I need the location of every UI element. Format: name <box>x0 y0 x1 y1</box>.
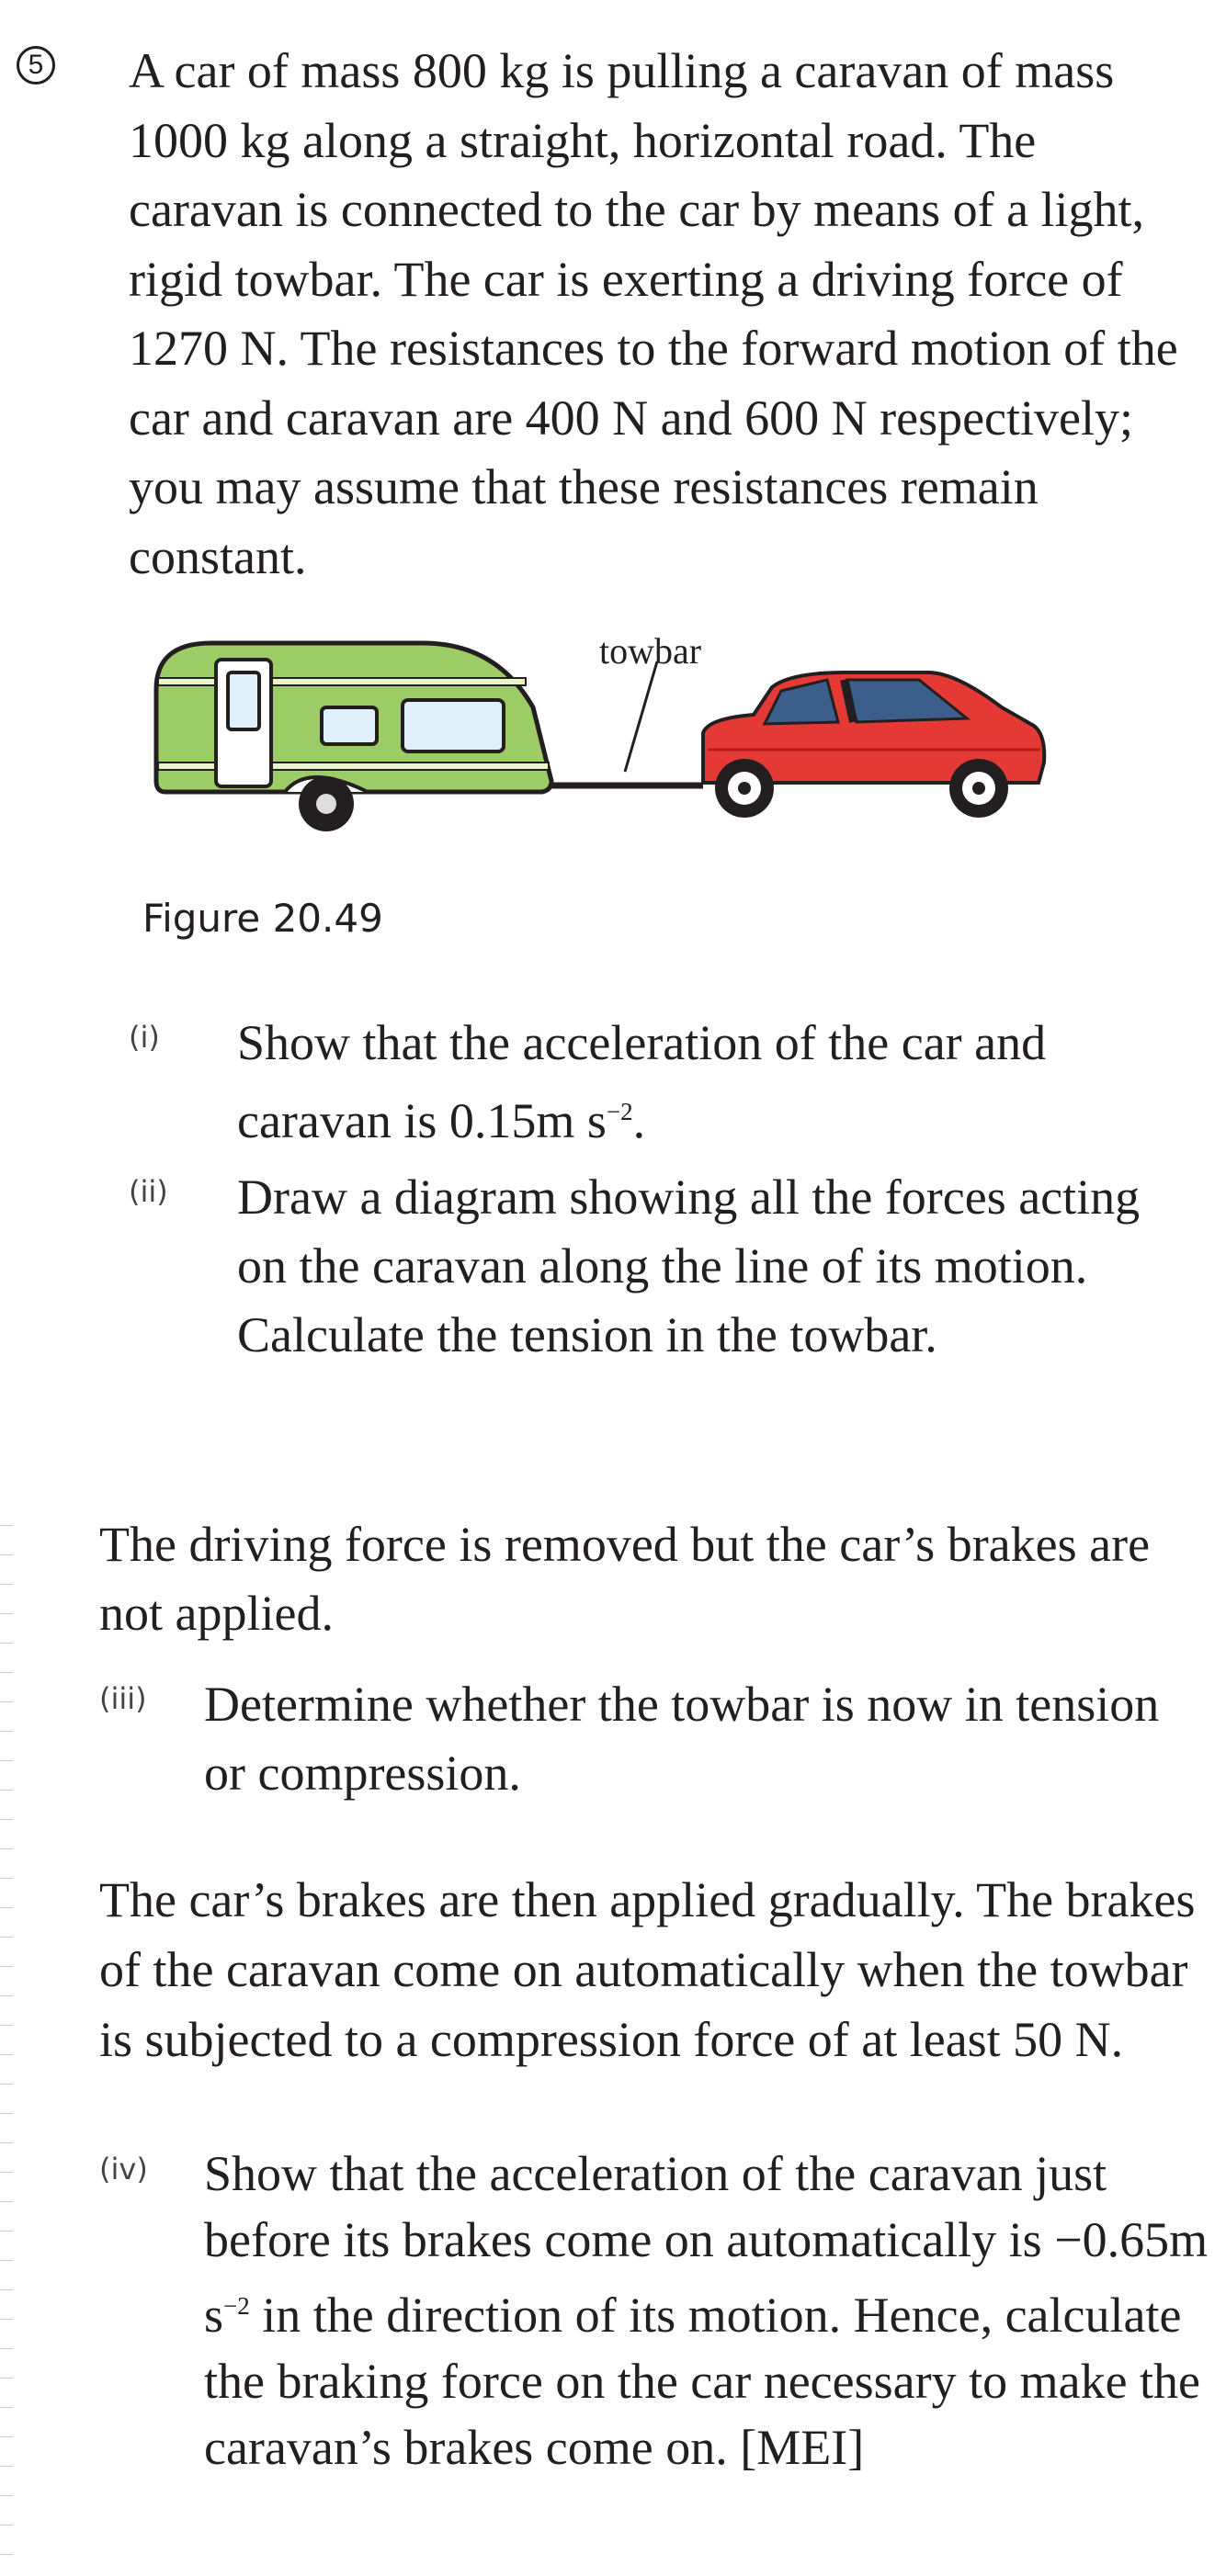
part-iii-label: (iii) <box>99 1681 147 1716</box>
question-intro: A car of mass 800 kg is pulling a caravan of mass 1000 kg along a straight, horizontal road. The caravan is connected to the car by means of a light, rigid towbar. The car is exerting a driving force of 1270 N. The resistances to the forward motion of the car and caravan are 400 N and 600 N respectively; you may assume that these resistances remain constant. <box>129 43 1178 584</box>
part-ii-label: (ii) <box>129 1174 168 1209</box>
part-iv-label: (iv) <box>99 2152 148 2186</box>
part-iv-text: Show that the acceleration of the caravan just before its brakes come on automatically is −0.65m $s^{-2}$ in the direction of its motion. Hence, calculate the braking force on the car necessary to make the caravan’s brakes come on. [MEI] <box>204 2146 1209 2475</box>
caravan-stripe-top <box>158 678 526 685</box>
part-i-label: (i) <box>129 1020 160 1055</box>
margin-ruler <box>0 1525 13 2572</box>
part-i-text: Show that the acceleration of the car and caravan is 0.15m $s^{-2}$. <box>237 1015 1047 1148</box>
figure-caption: Figure 20.49 <box>142 896 383 941</box>
caravan-window-small <box>322 707 377 744</box>
caravan-window-large <box>403 700 504 751</box>
question-number: 5 <box>17 46 55 85</box>
part-ii-text: Draw a diagram showing all the forces acting on the caravan along the line of its motion. Calculate the tension in the towbar. <box>237 1169 1141 1362</box>
towbar-label: towbar <box>599 630 702 672</box>
part-iii-text: Determine whether the towbar is now in tension or compression. <box>204 1677 1160 1801</box>
scenario-text-1: The driving force is removed but the car’s brakes are not applied. <box>99 1517 1151 1641</box>
car-caravan-figure <box>147 634 1048 891</box>
scenario-text-2: The car’s brakes are then applied gradually. The brakes of the caravan come on automatically when the towbar is subjected to a compression force of at least 50 N. <box>99 1872 1196 2067</box>
towbar-pointer <box>625 661 657 772</box>
caravan-door-window <box>228 672 259 729</box>
